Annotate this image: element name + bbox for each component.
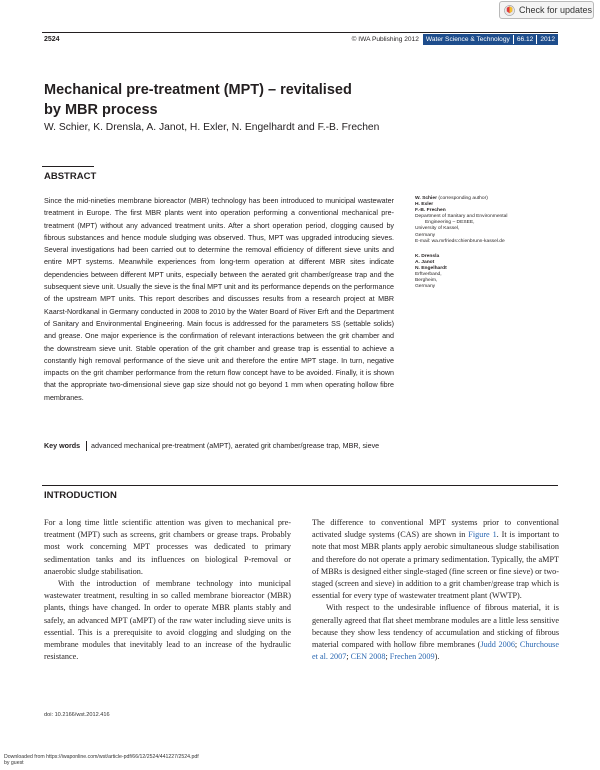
keywords	[44, 440, 394, 452]
paragraph: The difference to conventional MPT systems prior to conventional activated sludge systems (CAS) are shown in Figure 1. It is important to note that most MBR plants apply aerobic simultaneous sludge stabilisation and therefore do not operate a primary sedimentation. Typically, the aMPT of MBRs is designed either single-staged (fine screen or fine sieve) or two-staged (screen and sieve) in addition to a grit chamber/grease trap which is essential for every type of wastewater treatment plant (WWTP).	[312, 518, 559, 601]
author-email[interactable]: E-mail: wa.mrfrieds:chienbrunn-kassel.de	[415, 238, 505, 244]
introduction-rule	[42, 485, 558, 486]
author-name: A. Janot	[415, 259, 435, 265]
corresponding-note: (corresponding author)	[437, 196, 488, 201]
citation-link[interactable]: CEN 2008	[350, 652, 386, 662]
journal-year: 2012	[540, 36, 555, 43]
header-rule	[42, 32, 558, 33]
citation-link[interactable]: Frechen 2009	[389, 652, 435, 662]
check-for-updates-label: Check for updates	[519, 5, 593, 15]
journal-name: Water Science & Technology	[425, 36, 510, 43]
author-name: N. Engelhardt	[415, 265, 447, 271]
author-name: K. Drensla	[415, 253, 440, 259]
abstract-text: Since the mid-nineties membrane bioreactor (MBR) technology has been introduced to municipal wastewater treatment in Europe. The first MBR plants went into operation performing a conventional mechanical pre-treatment (MPT) without any advanced treatment units. After a short operation period, clogging caused by fibrous substances and hence module sludging was observed. Thus, MPT was upgraded introducing sieves. Several investigations had been carried out to determine the removal efficiency of different sieve units and entire MPT systems. Meanwhile experiences from long-term operation at different MBR sites indicate dependencies between different MPT units, especially between the aerated grit chamber/grease trap and the subsequent sieve unit. Usually the sieve is the final MPT unit and its performance depends on the performance of the upstream MPT units. This report describes and discusses results from a research project at MBR Kaarst-Nordkanal in Germany conducted in 2008 to 2010 by the Water Board of River Erft and the Department of Sanitary and Environmental Engineering. Main focus is addressed for the parameters SS (settable solids) and grease. One major experience is the confirmation of relevant interactions between the grit chamber and the downstream sieve unit. Stable operation of the grit chamber and grease trap is essential to achieve a constantly high removal performance of the sieve unit and therefore the entire MPT stage. In turn, negative impacts on the grit chamber performance from the return flow concept have to be avoided. Finally, it is shown that the appropriate two-dimensional sieve gap size should not go beyond 1 mm when operating hollow fibre membranes.	[44, 197, 394, 402]
title-line-1: Mechanical pre-treatment (MPT) – revitalised	[44, 82, 352, 98]
check-updates-icon	[504, 5, 515, 16]
check-for-updates-button[interactable]	[499, 1, 594, 19]
doi[interactable]: doi: 10.2166/wst.2012.416	[44, 712, 110, 718]
body-column-right	[312, 517, 559, 663]
author-name: F.-B. Frechen	[415, 208, 446, 214]
affiliation-city: Bergheim,	[415, 278, 438, 284]
journal-volume: 66.12	[516, 36, 534, 43]
keywords-label: Key words	[44, 442, 81, 450]
abstract-heading: ABSTRACT	[44, 171, 97, 182]
affiliations	[415, 196, 565, 290]
article-title	[44, 80, 404, 120]
running-header	[352, 34, 558, 45]
journal-band	[423, 34, 558, 45]
download-url[interactable]: Downloaded from https://iwaponline.com/wst/article-pdf/66/12/2524/441227/2524.pdf	[4, 754, 199, 760]
page-number: 2524	[44, 36, 60, 43]
citation-link[interactable]: Churchouse et al. 2007	[312, 640, 559, 662]
author-name: H. Exler	[415, 202, 434, 208]
affiliation-dept-cont: Engineering – DESEE,	[425, 220, 475, 226]
paragraph: With respect to the undesirable influence of fibrous material, it is generally agreed that flat sheet membrane modules are a little less sensitive because they show less tendency of accumulation and sticking of fibrous material compared with hollow fibre membranes (Judd 2006; Churchouse et al. 2007; CEN 2008; Frechen 2009).	[312, 603, 559, 662]
introduction-heading: INTRODUCTION	[44, 490, 117, 501]
affiliation-university: University of Kassel,	[415, 226, 460, 232]
citation-link[interactable]: Judd 2006	[480, 640, 515, 650]
affiliation-org: Erftverband,	[415, 272, 442, 278]
paragraph: For a long time little scientific attention was given to mechanical pre-treatment (MPT) such as screens, grit chambers or grease traps. Probably most work concerning MPT processes was dedicated to primary sedimentation tanks and its influences on biological P-removal or anaerobic sludge stabilisation.	[44, 518, 291, 576]
download-by: by guest	[4, 760, 24, 766]
author-name: W. Schier	[415, 196, 438, 201]
author-list: W. Schier, K. Drensla, A. Janot, H. Exler, N. Engelhardt and F.-B. Frechen	[44, 122, 380, 133]
download-footer	[4, 754, 199, 766]
affiliation-country: Germany	[415, 284, 436, 290]
affiliation-dept: Department of Sanitary and Environmental	[415, 214, 508, 220]
body-column-left	[44, 517, 291, 663]
title-line-2: by MBR process	[44, 102, 158, 118]
affiliation-country: Germany	[415, 232, 436, 238]
figure-link[interactable]: Figure 1	[468, 530, 497, 540]
copyright: © IWA Publishing 2012	[351, 36, 419, 43]
keywords-divider	[86, 441, 87, 451]
paragraph: With the introduction of membrane technology into municipal wastewater treatment, resulting in so called membrane bioreactor (MBR) plants, things have changed. In order to operate MBR plants stably and safely, an advanced MPT (aMPT) of the raw water including sieve units is essential. This is a prerequisite to avoid clogging and sludging on the membrane modules that inevitably lead to an increase of the hydraulic resistance.	[44, 579, 291, 662]
keywords-text: advanced mechanical pre-treatment (aMPT), aerated grit chamber/grease trap, MBR, sieve	[91, 442, 380, 450]
abstract-rule	[42, 166, 94, 167]
